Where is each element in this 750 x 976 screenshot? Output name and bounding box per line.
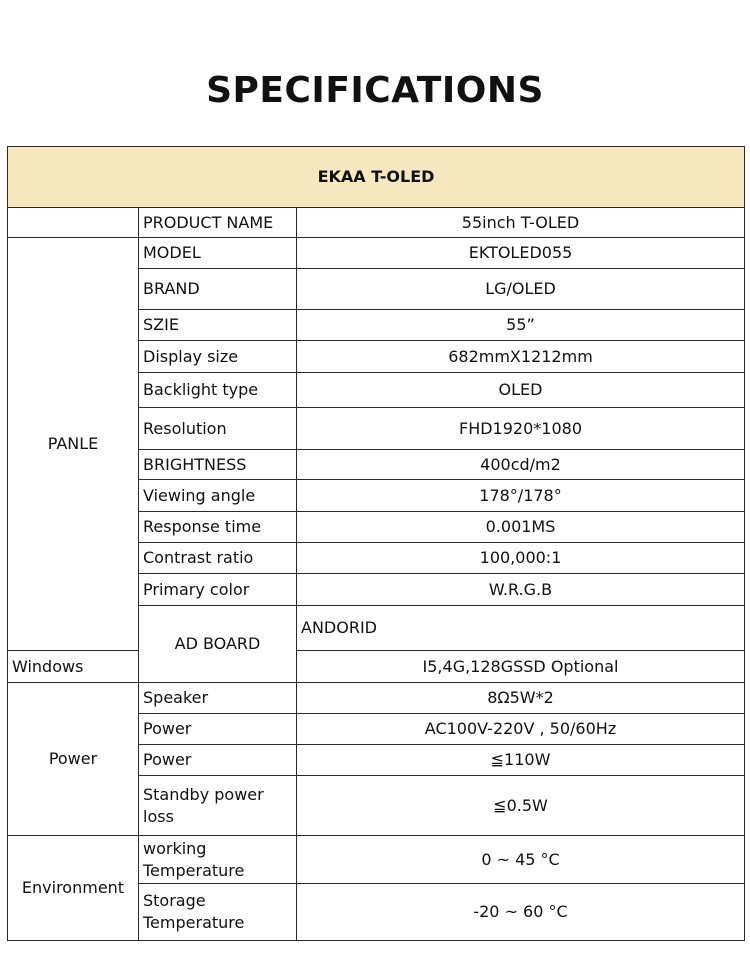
parameter-cell: BRIGHTNESS	[139, 450, 297, 480]
parameter-cell: Standby power loss	[139, 776, 297, 836]
table-row	[8, 238, 745, 269]
value-cell: 0.001MS	[297, 512, 745, 543]
value-cell: ≦110W	[297, 745, 745, 776]
parameter-cell: working Temperature	[139, 836, 297, 884]
value-cell: AC100V-220V , 50/60Hz	[297, 714, 745, 745]
parameter-cell: BRAND	[139, 269, 297, 310]
value-cell: 8Ω5W*2	[297, 683, 745, 714]
value-cell: 100,000:1	[297, 543, 745, 574]
parameter-cell: Power	[139, 745, 297, 776]
value-cell: I5,4G,128GSSD Optional	[297, 651, 745, 683]
parameter-cell: Viewing angle	[139, 480, 297, 512]
value-cell: W.R.G.B	[297, 574, 745, 606]
table-row	[8, 683, 745, 714]
category-cell: AD BOARD	[139, 606, 297, 683]
parameter-cell: ANDORID	[297, 606, 745, 651]
table-row	[8, 651, 745, 683]
value-cell: 682mmX1212mm	[297, 341, 745, 373]
value-cell: 55inch T-OLED	[297, 208, 745, 238]
parameter-cell: Windows	[8, 651, 139, 683]
parameter-cell: PRODUCT NAME	[139, 208, 297, 238]
parameter-cell: Primary color	[139, 574, 297, 606]
category-cell	[8, 208, 139, 238]
category-cell: Environment	[8, 836, 139, 941]
parameter-cell: Display size	[139, 341, 297, 373]
parameter-cell: Contrast ratio	[139, 543, 297, 574]
value-cell: LG/OLED	[297, 269, 745, 310]
parameter-cell: MODEL	[139, 238, 297, 269]
value-cell: 400cd/m2	[297, 450, 745, 480]
table-row	[8, 208, 745, 238]
value-cell: OLED	[297, 373, 745, 408]
value-cell: 0 ~ 45 °C	[297, 836, 745, 884]
parameter-cell: SZIE	[139, 310, 297, 341]
page-title: SPECIFICATIONS	[206, 70, 544, 111]
value-cell: FHD1920*1080	[297, 408, 745, 450]
product-header-row	[8, 147, 745, 208]
table-row	[8, 836, 745, 884]
product-header: EKAA T-OLED	[8, 147, 745, 208]
parameter-cell: Resolution	[139, 408, 297, 450]
value-cell: -20 ~ 60 °C	[297, 884, 745, 941]
value-cell: 178°/178°	[297, 480, 745, 512]
value-cell: EKTOLED055	[297, 238, 745, 269]
specifications-table	[7, 146, 745, 941]
value-cell: ≦0.5W	[297, 776, 745, 836]
parameter-cell: Speaker	[139, 683, 297, 714]
category-cell: Power	[8, 683, 139, 836]
value-cell: 55”	[297, 310, 745, 341]
category-cell: PANLE	[8, 238, 139, 651]
parameter-cell: Backlight type	[139, 373, 297, 408]
parameter-cell: Response time	[139, 512, 297, 543]
parameter-cell: Storage Temperature	[139, 884, 297, 941]
parameter-cell: Power	[139, 714, 297, 745]
